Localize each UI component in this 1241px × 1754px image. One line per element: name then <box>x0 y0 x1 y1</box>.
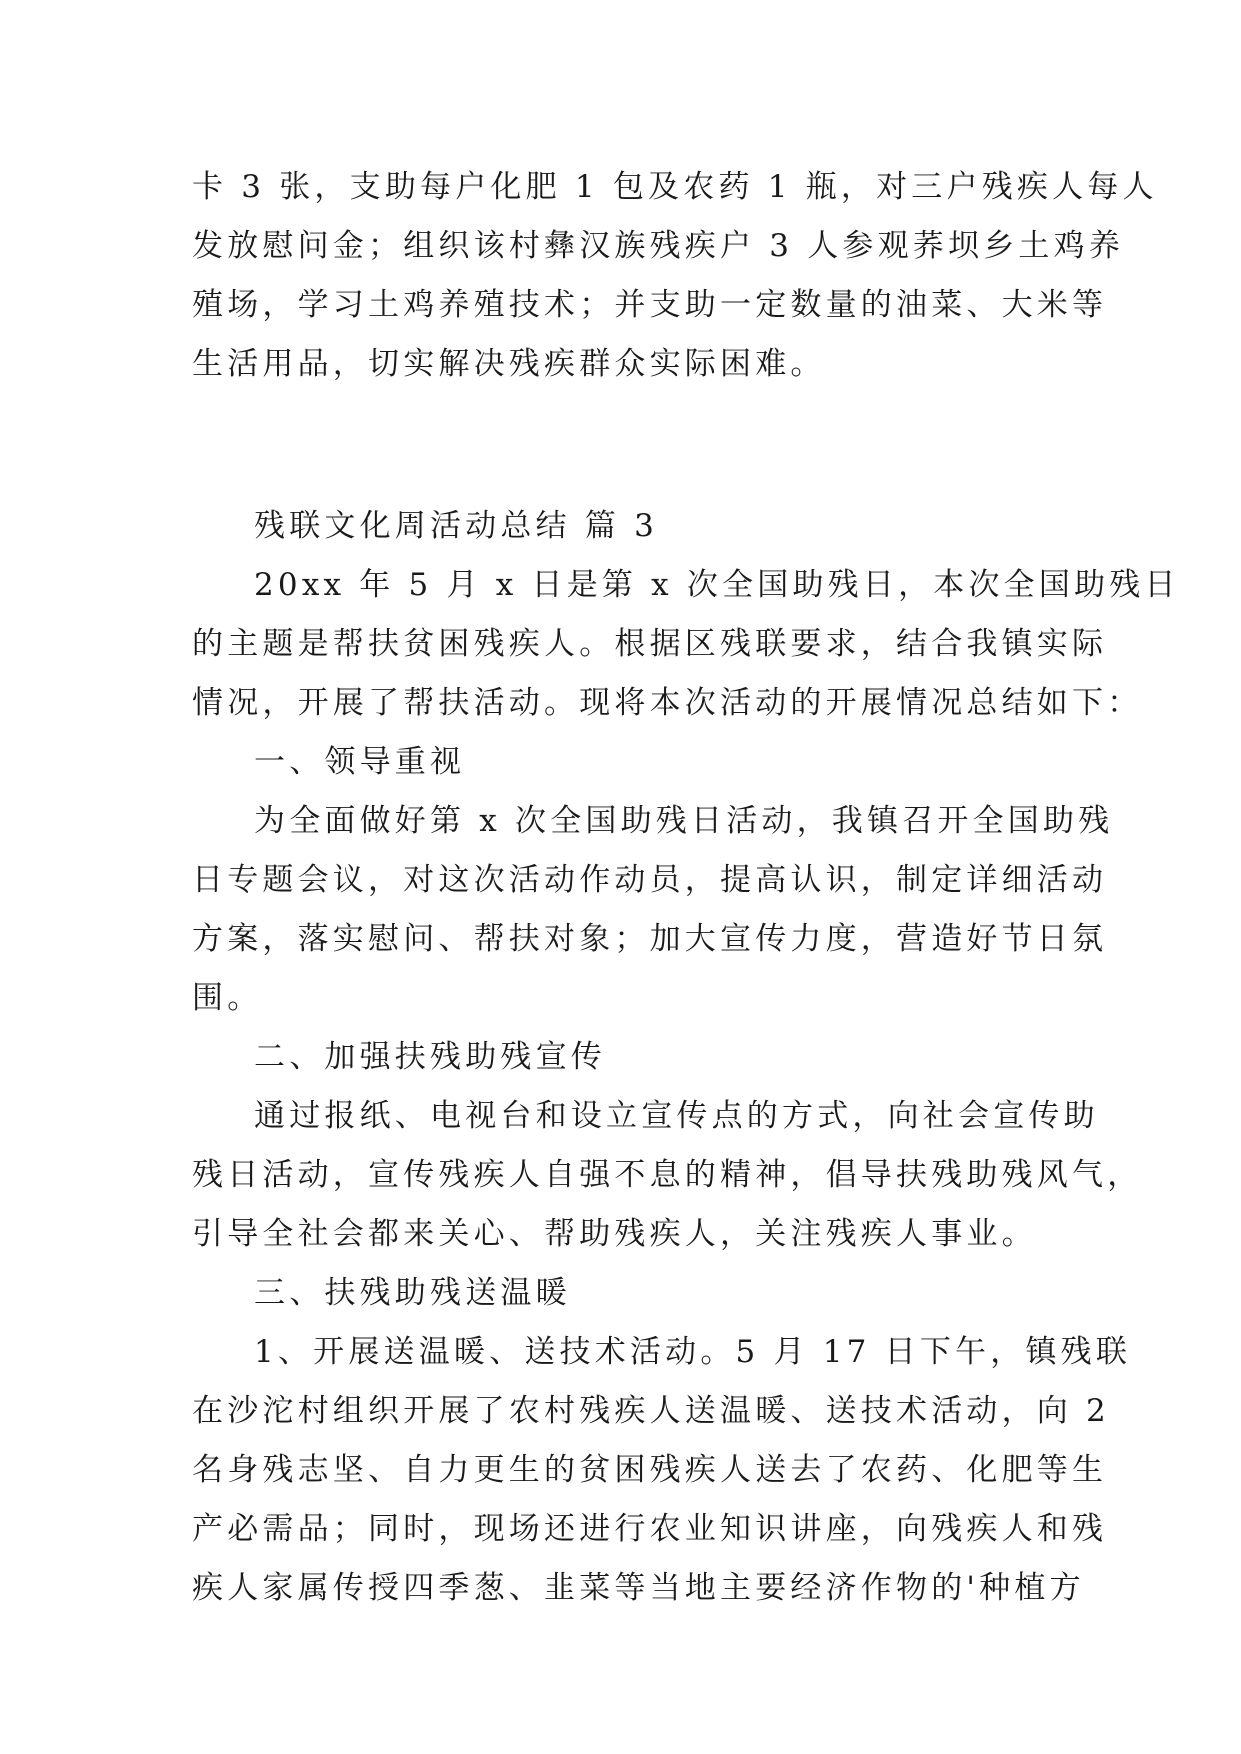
paragraph-line: 的主题是帮扶贫困残疾人。根据区残联要求，结合我镇实际 <box>192 626 1108 662</box>
paragraph-line: 1、开展送温暖、送技术活动。5 月 17 日下午，镇残联 <box>254 1334 1132 1370</box>
paragraph-line: 通过报纸、电视台和设立宣传点的方式，向社会宣传助 <box>254 1098 1099 1134</box>
paragraph-line: 为全面做好第 x 次全国助残日活动，我镇召开全国助残 <box>254 803 1114 839</box>
paragraph-line: 疾人家属传授四季葱、韭菜等当地主要经济作物的'种植方 <box>192 1570 1085 1606</box>
paragraph-line: 在沙沱村组织开展了农村残疾人送温暖、送技术活动，向 2 <box>192 1393 1110 1429</box>
paragraph-line: 情况，开展了帮扶活动。现将本次活动的开展情况总结如下： <box>192 685 1143 721</box>
heading-leadership: 一、领导重视 <box>254 744 466 780</box>
paragraph-line: 引导全社会都来关心、帮助残疾人，关注残疾人事业。 <box>192 1216 1037 1252</box>
heading-publicity: 二、加强扶残助残宣传 <box>254 1039 606 1075</box>
paragraph-line: 20xx 年 5 月 x 日是第 x 次全国助残日，本次全国助残日 <box>254 567 1180 603</box>
paragraph-line: 产必需品；同时，现场还进行农业知识讲座，向残疾人和残 <box>192 1511 1108 1547</box>
paragraph-line: 残日活动，宣传残疾人自强不息的精神，倡导扶残助残风气， <box>192 1157 1143 1193</box>
paragraph-line: 殖场，学习土鸡养殖技术；并支助一定数量的油菜、大米等 <box>192 287 1108 323</box>
document-body <box>192 158 1180 1618</box>
heading-warmth: 三、扶残助残送温暖 <box>254 1275 571 1311</box>
paragraph-line: 方案，落实慰问、帮扶对象；加大宣传力度，营造好节日氛 <box>192 921 1108 957</box>
paragraph-line: 卡 3 张，支助每户化肥 1 包及农药 1 瓶，对三户残疾人每人 <box>192 169 1158 205</box>
section-title: 残联文化周活动总结 篇 3 <box>254 508 659 544</box>
paragraph-line: 生活用品，切实解决残疾群众实际困难。 <box>192 346 826 382</box>
paragraph-line: 围。 <box>192 980 263 1016</box>
paragraph-line: 名身残志坚、自力更生的贫困残疾人送去了农药、化肥等生 <box>192 1452 1108 1488</box>
paragraph-line: 发放慰问金；组织该村彝汉族残疾户 3 人参观荞坝乡土鸡养 <box>192 228 1125 264</box>
paragraph-line: 日专题会议，对这次活动作动员，提高认识，制定详细活动 <box>192 862 1108 898</box>
section-spacer <box>192 394 1052 497</box>
